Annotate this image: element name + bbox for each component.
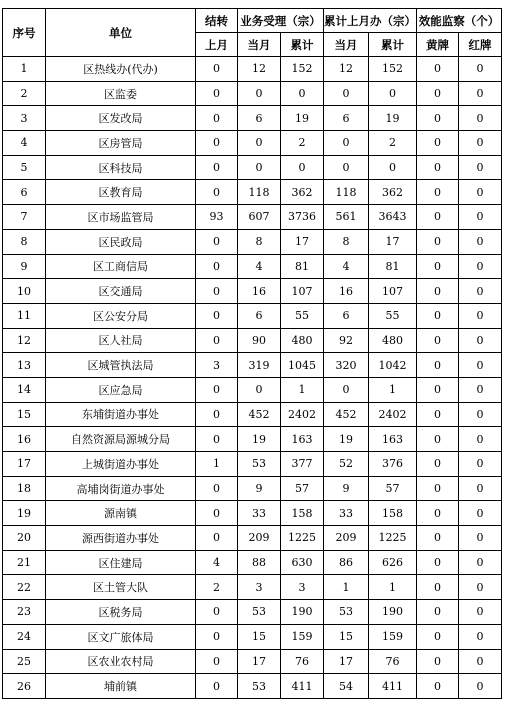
cell-red: 0	[459, 649, 502, 674]
cell-current-month: 209	[238, 526, 281, 551]
table-row	[3, 575, 502, 600]
header-current-month: 当月	[238, 33, 281, 57]
cell-seq: 1	[3, 57, 46, 82]
cell-unit: 区教育局	[46, 180, 196, 205]
cell-seq: 10	[3, 279, 46, 304]
cell-current-month: 0	[238, 131, 281, 156]
cell-yellow: 0	[417, 501, 459, 526]
cell-yellow: 0	[417, 377, 459, 402]
cell-red: 0	[459, 81, 502, 106]
cell-cum-current: 9	[324, 476, 369, 501]
cell-carry-last-month: 4	[196, 550, 238, 575]
cell-red: 0	[459, 353, 502, 378]
cell-carry-last-month: 0	[196, 155, 238, 180]
table-row	[3, 155, 502, 180]
cell-carry-last-month: 0	[196, 649, 238, 674]
cell-unit: 区监委	[46, 81, 196, 106]
cell-seq: 11	[3, 303, 46, 328]
cell-unit: 区房管局	[46, 131, 196, 156]
table-row	[3, 501, 502, 526]
cell-seq: 26	[3, 674, 46, 699]
cell-cum-current: 1	[324, 575, 369, 600]
cell-cum-current: 6	[324, 303, 369, 328]
cell-cum-current: 54	[324, 674, 369, 699]
cell-cum-current: 33	[324, 501, 369, 526]
table-row	[3, 353, 502, 378]
cell-total: 2402	[281, 402, 324, 427]
cell-cum-current: 6	[324, 106, 369, 131]
cell-seq: 19	[3, 501, 46, 526]
cell-total: 57	[281, 476, 324, 501]
cell-red: 0	[459, 452, 502, 477]
cell-cum-total: 626	[368, 550, 416, 575]
cell-yellow: 0	[417, 600, 459, 625]
cell-current-month: 33	[238, 501, 281, 526]
cell-total: 163	[281, 427, 324, 452]
cell-seq: 12	[3, 328, 46, 353]
cell-seq: 8	[3, 229, 46, 254]
table-body	[3, 57, 502, 699]
cell-current-month: 53	[238, 600, 281, 625]
cell-current-month: 607	[238, 205, 281, 230]
cell-carry-last-month: 0	[196, 501, 238, 526]
cell-yellow: 0	[417, 353, 459, 378]
cell-cum-total: 17	[368, 229, 416, 254]
cell-seq: 4	[3, 131, 46, 156]
cell-total: 152	[281, 57, 324, 82]
cell-current-month: 3	[238, 575, 281, 600]
cell-total: 411	[281, 674, 324, 699]
cell-red: 0	[459, 674, 502, 699]
cell-carry-last-month: 0	[196, 180, 238, 205]
cell-yellow: 0	[417, 205, 459, 230]
cell-yellow: 0	[417, 402, 459, 427]
cell-yellow: 0	[417, 131, 459, 156]
cell-current-month: 319	[238, 353, 281, 378]
table-row	[3, 452, 502, 477]
cell-red: 0	[459, 402, 502, 427]
header-carry: 结转	[196, 9, 238, 33]
cell-current-month: 118	[238, 180, 281, 205]
cell-total: 480	[281, 328, 324, 353]
table-header	[3, 9, 502, 57]
cell-unit: 上城街道办事处	[46, 452, 196, 477]
table-row	[3, 550, 502, 575]
cell-carry-last-month: 0	[196, 57, 238, 82]
cell-carry-last-month: 0	[196, 131, 238, 156]
cell-cum-current: 209	[324, 526, 369, 551]
header-seq: 序号	[3, 9, 46, 57]
cell-current-month: 6	[238, 303, 281, 328]
cell-cum-total: 19	[368, 106, 416, 131]
cell-cum-current: 53	[324, 600, 369, 625]
cell-yellow: 0	[417, 106, 459, 131]
cell-yellow: 0	[417, 649, 459, 674]
cell-yellow: 0	[417, 674, 459, 699]
cell-unit: 区人社局	[46, 328, 196, 353]
cell-current-month: 53	[238, 452, 281, 477]
cell-yellow: 0	[417, 575, 459, 600]
cell-seq: 2	[3, 81, 46, 106]
cell-yellow: 0	[417, 526, 459, 551]
header-unit: 单位	[46, 9, 196, 57]
cell-yellow: 0	[417, 254, 459, 279]
cell-unit: 高埔岗街道办事处	[46, 476, 196, 501]
cell-total: 377	[281, 452, 324, 477]
cell-cum-total: 1	[368, 575, 416, 600]
cell-cum-total: 362	[368, 180, 416, 205]
cell-unit: 区发改局	[46, 106, 196, 131]
cell-yellow: 0	[417, 427, 459, 452]
table-row	[3, 328, 502, 353]
cell-cum-current: 86	[324, 550, 369, 575]
cell-cum-current: 92	[324, 328, 369, 353]
cell-yellow: 0	[417, 279, 459, 304]
cell-cum-total: 152	[368, 57, 416, 82]
cell-unit: 源西街道办事处	[46, 526, 196, 551]
header-yellow: 黄牌	[417, 33, 459, 57]
cell-seq: 25	[3, 649, 46, 674]
cell-seq: 3	[3, 106, 46, 131]
cell-carry-last-month: 93	[196, 205, 238, 230]
cell-cum-current: 4	[324, 254, 369, 279]
cell-unit: 区税务局	[46, 600, 196, 625]
cell-red: 0	[459, 575, 502, 600]
cell-unit: 埔前镇	[46, 674, 196, 699]
table-row	[3, 476, 502, 501]
cell-seq: 6	[3, 180, 46, 205]
cell-cum-current: 0	[324, 155, 369, 180]
cell-total: 0	[281, 81, 324, 106]
cell-carry-last-month: 0	[196, 427, 238, 452]
cell-unit: 区城管执法局	[46, 353, 196, 378]
cell-current-month: 4	[238, 254, 281, 279]
cell-red: 0	[459, 131, 502, 156]
cell-total: 630	[281, 550, 324, 575]
cell-seq: 15	[3, 402, 46, 427]
cell-current-month: 88	[238, 550, 281, 575]
table-row	[3, 131, 502, 156]
cell-red: 0	[459, 427, 502, 452]
cell-cum-current: 0	[324, 131, 369, 156]
table-row	[3, 57, 502, 82]
cell-yellow: 0	[417, 452, 459, 477]
cell-carry-last-month: 0	[196, 674, 238, 699]
header-efficiency: 效能监察（个）	[417, 9, 502, 33]
table-row	[3, 106, 502, 131]
cell-seq: 13	[3, 353, 46, 378]
cell-red: 0	[459, 205, 502, 230]
cell-unit: 区住建局	[46, 550, 196, 575]
cell-total: 107	[281, 279, 324, 304]
cell-total: 76	[281, 649, 324, 674]
header-last-month: 上月	[196, 33, 238, 57]
cell-cum-total: 1225	[368, 526, 416, 551]
cell-current-month: 19	[238, 427, 281, 452]
cell-carry-last-month: 0	[196, 600, 238, 625]
table-row	[3, 649, 502, 674]
cell-red: 0	[459, 377, 502, 402]
cell-carry-last-month: 0	[196, 303, 238, 328]
cell-carry-last-month: 0	[196, 229, 238, 254]
cell-unit: 区交通局	[46, 279, 196, 304]
cell-unit: 区土管大队	[46, 575, 196, 600]
cell-carry-last-month: 0	[196, 81, 238, 106]
cell-current-month: 0	[238, 377, 281, 402]
cell-carry-last-month: 0	[196, 377, 238, 402]
cell-cum-total: 411	[368, 674, 416, 699]
table-row	[3, 205, 502, 230]
header-business: 业务受理（宗）	[238, 9, 324, 33]
cell-yellow: 0	[417, 229, 459, 254]
cell-cum-total: 1042	[368, 353, 416, 378]
cell-total: 158	[281, 501, 324, 526]
cell-cum-current: 15	[324, 624, 369, 649]
cell-seq: 9	[3, 254, 46, 279]
cell-total: 362	[281, 180, 324, 205]
cell-seq: 5	[3, 155, 46, 180]
cell-red: 0	[459, 155, 502, 180]
cell-current-month: 452	[238, 402, 281, 427]
cell-cum-current: 0	[324, 377, 369, 402]
table-row	[3, 427, 502, 452]
cell-total: 55	[281, 303, 324, 328]
cell-current-month: 17	[238, 649, 281, 674]
header-cum-current: 当月	[324, 33, 369, 57]
cell-seq: 20	[3, 526, 46, 551]
cell-red: 0	[459, 526, 502, 551]
cell-red: 0	[459, 328, 502, 353]
cell-current-month: 8	[238, 229, 281, 254]
cell-red: 0	[459, 303, 502, 328]
cell-yellow: 0	[417, 476, 459, 501]
cell-yellow: 0	[417, 81, 459, 106]
cell-cum-current: 118	[324, 180, 369, 205]
cell-carry-last-month: 0	[196, 328, 238, 353]
cell-carry-last-month: 0	[196, 476, 238, 501]
cell-current-month: 0	[238, 81, 281, 106]
cell-total: 1	[281, 377, 324, 402]
cell-cum-current: 0	[324, 81, 369, 106]
cell-seq: 14	[3, 377, 46, 402]
cell-total: 0	[281, 155, 324, 180]
cell-cum-total: 2	[368, 131, 416, 156]
cell-unit: 区市场监管局	[46, 205, 196, 230]
cell-red: 0	[459, 600, 502, 625]
cell-seq: 24	[3, 624, 46, 649]
cell-cum-total: 376	[368, 452, 416, 477]
cell-unit: 区应急局	[46, 377, 196, 402]
cell-red: 0	[459, 254, 502, 279]
cell-unit: 区工商信局	[46, 254, 196, 279]
cell-cum-total: 0	[368, 81, 416, 106]
cell-current-month: 15	[238, 624, 281, 649]
cell-current-month: 0	[238, 155, 281, 180]
cell-cum-current: 16	[324, 279, 369, 304]
cell-red: 0	[459, 550, 502, 575]
cell-total: 2	[281, 131, 324, 156]
cell-carry-last-month: 0	[196, 624, 238, 649]
cell-unit: 区民政局	[46, 229, 196, 254]
business-report-table	[2, 8, 502, 699]
cell-current-month: 9	[238, 476, 281, 501]
table-row	[3, 402, 502, 427]
table-row	[3, 674, 502, 699]
cell-cum-total: 3643	[368, 205, 416, 230]
cell-cum-total: 76	[368, 649, 416, 674]
cell-red: 0	[459, 57, 502, 82]
cell-cum-current: 52	[324, 452, 369, 477]
cell-yellow: 0	[417, 57, 459, 82]
cell-seq: 21	[3, 550, 46, 575]
cell-total: 1045	[281, 353, 324, 378]
cell-red: 0	[459, 279, 502, 304]
table-row	[3, 303, 502, 328]
cell-total: 81	[281, 254, 324, 279]
cell-unit: 东埔街道办事处	[46, 402, 196, 427]
cell-yellow: 0	[417, 180, 459, 205]
cell-red: 0	[459, 476, 502, 501]
cell-yellow: 0	[417, 624, 459, 649]
cell-red: 0	[459, 501, 502, 526]
table-row	[3, 229, 502, 254]
cell-carry-last-month: 0	[196, 106, 238, 131]
table-row	[3, 81, 502, 106]
cell-red: 0	[459, 106, 502, 131]
cell-red: 0	[459, 229, 502, 254]
cell-seq: 23	[3, 600, 46, 625]
cell-cum-current: 561	[324, 205, 369, 230]
table-row	[3, 600, 502, 625]
cell-carry-last-month: 0	[196, 402, 238, 427]
cell-unit: 区公安分局	[46, 303, 196, 328]
cell-cum-total: 1	[368, 377, 416, 402]
cell-total: 17	[281, 229, 324, 254]
cell-cum-total: 158	[368, 501, 416, 526]
table-row	[3, 377, 502, 402]
header-total: 累计	[281, 33, 324, 57]
cell-total: 190	[281, 600, 324, 625]
cell-cum-total: 480	[368, 328, 416, 353]
cell-cum-total: 81	[368, 254, 416, 279]
header-cumulative: 累计上月办（宗）	[324, 9, 417, 33]
cell-current-month: 12	[238, 57, 281, 82]
cell-cum-total: 190	[368, 600, 416, 625]
cell-cum-total: 0	[368, 155, 416, 180]
cell-current-month: 16	[238, 279, 281, 304]
cell-cum-total: 2402	[368, 402, 416, 427]
cell-carry-last-month: 1	[196, 452, 238, 477]
cell-cum-current: 17	[324, 649, 369, 674]
cell-total: 19	[281, 106, 324, 131]
cell-current-month: 6	[238, 106, 281, 131]
cell-cum-current: 19	[324, 427, 369, 452]
cell-total: 159	[281, 624, 324, 649]
cell-cum-total: 107	[368, 279, 416, 304]
header-red: 红牌	[459, 33, 502, 57]
cell-cum-total: 57	[368, 476, 416, 501]
report-table-container	[2, 8, 502, 699]
cell-seq: 7	[3, 205, 46, 230]
cell-total: 3736	[281, 205, 324, 230]
table-row	[3, 624, 502, 649]
cell-cum-current: 12	[324, 57, 369, 82]
cell-seq: 16	[3, 427, 46, 452]
cell-carry-last-month: 3	[196, 353, 238, 378]
cell-seq: 22	[3, 575, 46, 600]
cell-current-month: 53	[238, 674, 281, 699]
cell-cum-current: 8	[324, 229, 369, 254]
cell-red: 0	[459, 180, 502, 205]
header-cum-total: 累计	[368, 33, 416, 57]
cell-yellow: 0	[417, 550, 459, 575]
cell-cum-total: 159	[368, 624, 416, 649]
cell-unit: 自然资源局源城分局	[46, 427, 196, 452]
cell-total: 1225	[281, 526, 324, 551]
cell-current-month: 90	[238, 328, 281, 353]
cell-cum-current: 320	[324, 353, 369, 378]
cell-carry-last-month: 0	[196, 254, 238, 279]
table-row	[3, 254, 502, 279]
cell-yellow: 0	[417, 303, 459, 328]
cell-carry-last-month: 0	[196, 279, 238, 304]
table-row	[3, 279, 502, 304]
cell-cum-current: 452	[324, 402, 369, 427]
cell-cum-total: 163	[368, 427, 416, 452]
cell-yellow: 0	[417, 328, 459, 353]
cell-seq: 18	[3, 476, 46, 501]
cell-red: 0	[459, 624, 502, 649]
cell-unit: 区热线办(代办)	[46, 57, 196, 82]
cell-seq: 17	[3, 452, 46, 477]
cell-cum-total: 55	[368, 303, 416, 328]
cell-unit: 区文广旅体局	[46, 624, 196, 649]
cell-unit: 区农业农村局	[46, 649, 196, 674]
table-row	[3, 526, 502, 551]
cell-unit: 区科技局	[46, 155, 196, 180]
cell-total: 3	[281, 575, 324, 600]
cell-unit: 源南镇	[46, 501, 196, 526]
table-row	[3, 180, 502, 205]
cell-carry-last-month: 2	[196, 575, 238, 600]
cell-carry-last-month: 0	[196, 526, 238, 551]
cell-yellow: 0	[417, 155, 459, 180]
